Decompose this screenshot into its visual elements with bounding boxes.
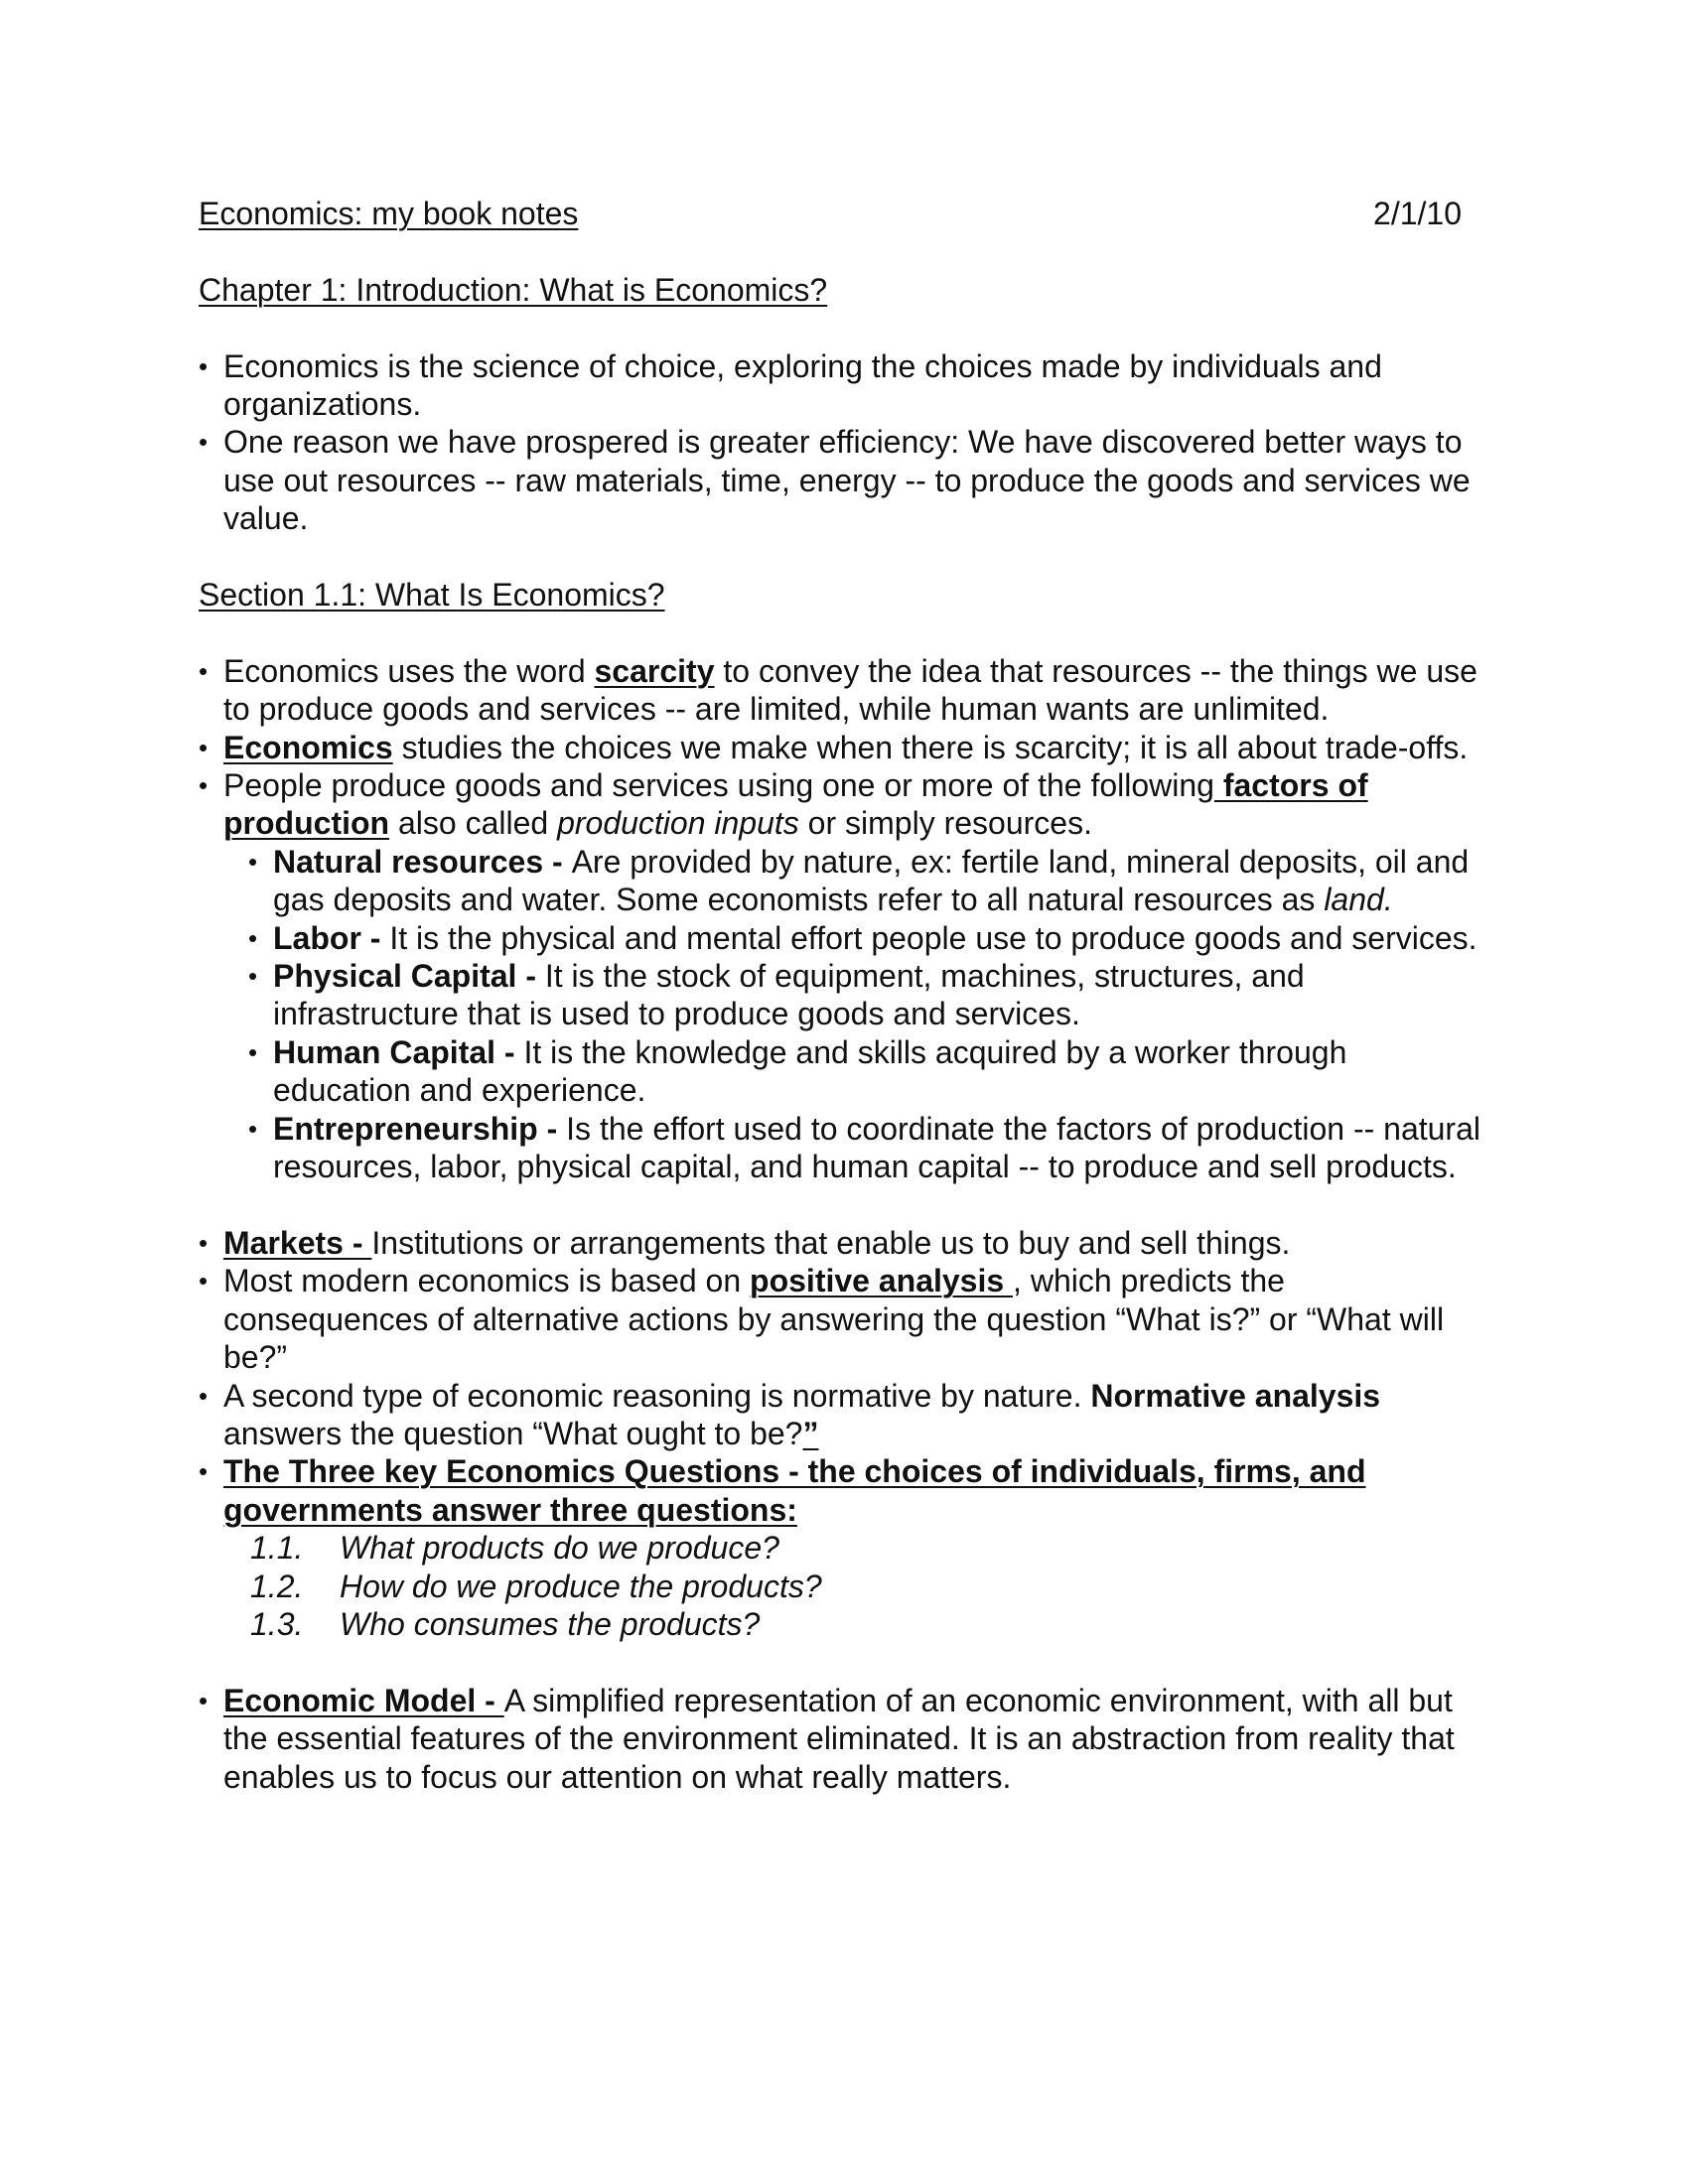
document-date: 2/1/10 bbox=[1373, 196, 1462, 231]
term-economic-model: Economic Model - bbox=[223, 1682, 504, 1718]
document-header bbox=[199, 195, 1489, 232]
three-questions-heading: The Three key Economics Questions - the choices of individuals, firms, and governments answer three questions: bbox=[223, 1453, 1366, 1528]
term-factors-of-production: factors of production bbox=[223, 767, 1368, 842]
sub-list-item bbox=[199, 1033, 1489, 1110]
question-text: How do we produce the products? bbox=[340, 1568, 822, 1604]
chapter-bullet-list bbox=[199, 347, 1489, 538]
term-scarcity: scarcity bbox=[594, 652, 715, 689]
text: , which predicts the consequences of alternative actions by answering the question “What is?” or “What will be?” bbox=[223, 1263, 1445, 1376]
term-economics: Economics bbox=[223, 729, 393, 765]
question-item bbox=[199, 1568, 1489, 1605]
factor-text: It is the physical and mental effort people use to produce goods and services. bbox=[389, 919, 1477, 956]
question-number: 1.2. bbox=[250, 1568, 304, 1604]
factor-term: Human Capital - bbox=[273, 1033, 524, 1070]
concepts-bullet-list bbox=[199, 1224, 1489, 1643]
list-item: • One reason we have prospered is greater efficiency: We have discovered better ways to use out resources -- raw materials, time, energy -- to produce the goods and services we value. bbox=[199, 423, 1489, 537]
term-normative-analysis: Normative analysis bbox=[1090, 1377, 1381, 1414]
list-item-scarcity bbox=[199, 652, 1489, 729]
sub-list-item bbox=[199, 1110, 1489, 1186]
list-item-economics bbox=[199, 729, 1489, 766]
text: People produce goods and services using one or more of the following bbox=[223, 767, 1214, 804]
factor-term: Physical Capital - bbox=[273, 958, 545, 995]
question-number: 1.1. bbox=[250, 1530, 304, 1567]
text: ” bbox=[802, 1415, 819, 1451]
factor-text: It is the knowledge and skills acquired by a worker through education and experience. bbox=[273, 1033, 1347, 1109]
factors-sub-list bbox=[199, 843, 1489, 1186]
list-item-positive-analysis bbox=[199, 1262, 1489, 1376]
section-bullet-list bbox=[199, 652, 1489, 1186]
text: Institutions or arrangements that enable us to buy and sell things. bbox=[371, 1224, 1291, 1261]
question-item bbox=[199, 1529, 1489, 1567]
question-text: What products do we produce? bbox=[340, 1530, 779, 1567]
section-heading: Section 1.1: What Is Economics? bbox=[199, 577, 665, 613]
list-item-normative-analysis bbox=[199, 1377, 1489, 1453]
question-text: Who consumes the products? bbox=[340, 1605, 761, 1642]
factor-text: Are provided by nature, ex: fertile land, mineral deposits, oil and gas deposits and water. Some economists refer to all natural resources as bbox=[273, 843, 1470, 918]
three-questions-list bbox=[199, 1529, 1489, 1643]
model-bullet-list bbox=[199, 1682, 1489, 1796]
factor-text: It is the stock of equipment, machines, structures, and infrastructure that is used to produce goods and services. bbox=[273, 958, 1305, 1032]
factor-text: Is the effort used to coordinate the factors of production -- natural resources, labor, physical capital, and human capital -- to produce and sell products. bbox=[273, 1110, 1480, 1185]
factor-term: Natural resources - bbox=[273, 843, 572, 880]
factor-term: Labor - bbox=[273, 919, 390, 956]
sub-list-item bbox=[199, 957, 1489, 1033]
sub-list-item bbox=[199, 919, 1489, 957]
question-item bbox=[199, 1605, 1489, 1643]
text: A simplified representation of an economic environment, with all but the essential features of the environment eliminated. It is an abstraction from reality that enables us to focus our attention on what really matters. bbox=[223, 1682, 1455, 1795]
text: or simply resources. bbox=[798, 805, 1092, 842]
factor-term: Entrepreneurship - bbox=[273, 1110, 567, 1147]
text: to convey the idea that resources -- the things we use to produce goods and services -- are limited, while human wants are unlimited. bbox=[223, 652, 1477, 728]
text: Economics uses the word bbox=[223, 652, 595, 689]
document-page bbox=[199, 195, 1489, 1796]
term-positive-analysis: positive analysis bbox=[750, 1263, 1014, 1299]
text: studies the choices we make when there is scarcity; it is all about trade-offs. bbox=[392, 729, 1469, 765]
list-item-three-questions bbox=[199, 1452, 1489, 1643]
factor-italic: land. bbox=[1324, 882, 1393, 918]
list-item: • Economics is the science of choice, exploring the choices made by individuals and organizations. bbox=[199, 347, 1489, 424]
chapter-heading: Chapter 1: Introduction: What is Economics? bbox=[199, 271, 828, 308]
list-item-factors bbox=[199, 766, 1489, 1185]
text: Most modern economics is based on bbox=[223, 1263, 751, 1299]
text: also called bbox=[389, 805, 558, 842]
sub-list-item bbox=[199, 843, 1489, 919]
question-number: 1.3. bbox=[250, 1605, 304, 1642]
list-item-markets bbox=[199, 1224, 1489, 1262]
list-item-economic-model bbox=[199, 1682, 1489, 1796]
document-title: Economics: my book notes bbox=[199, 196, 579, 231]
text: A second type of economic reasoning is normative by nature. bbox=[223, 1377, 1091, 1414]
term-markets: Markets - bbox=[223, 1224, 372, 1261]
text: answers the question “What ought to be? bbox=[223, 1415, 803, 1451]
term-production-inputs: production inputs bbox=[557, 805, 799, 842]
